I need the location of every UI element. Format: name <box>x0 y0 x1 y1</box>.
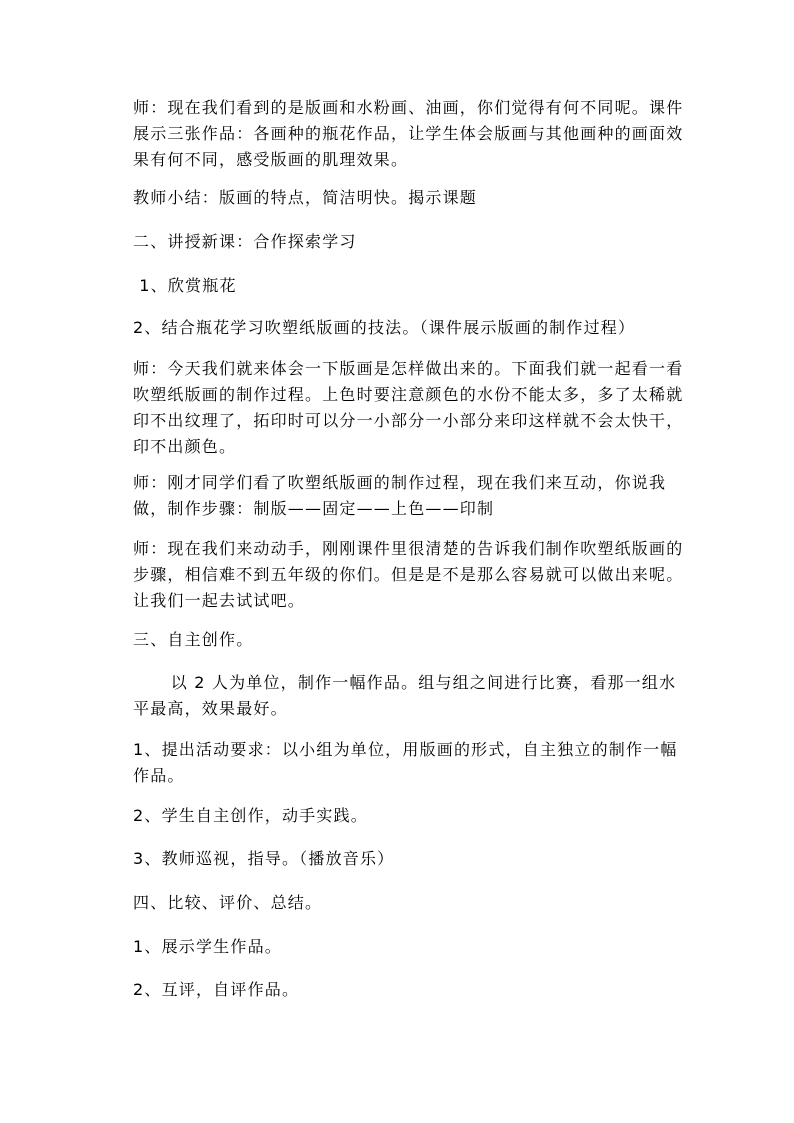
paragraph-teacher-handson: 师：现在我们来动动手，刚刚课件里很清楚的告诉我们制作吹塑纸版画的步骤，相信难不到五年级的你们。但是是不是那么容易就可以做出来呢。让我们一起去试试吧。 <box>133 539 684 610</box>
list-item-student-create: 2、学生自主创作，动手实践。 <box>133 806 368 825</box>
paragraph-teacher-process: 师：今天我们就来体会一下版画是怎样做出来的。下面我们就一起看一看吹塑纸版画的制作过程。上色时要注意颜色的水份不能太多，多了太稀就印不出纹理了，拓印时可以分一小部分一小部分来印这样就不会太快干，印不出颜色。 <box>133 359 684 456</box>
list-item-review: 2、互评，自评作品。 <box>133 980 300 999</box>
list-item-display: 1、展示学生作品。 <box>133 937 282 956</box>
list-item-requirements: 1、提出活动要求：以小组为单位，用版画的形式，自主独立的制作一幅作品。 <box>133 740 678 785</box>
paragraph-teacher-interact: 师：刚才同学们看了吹塑纸版画的制作过程，现在我们来互动，你说我做，制作步骤：制版——固定——上色——印制 <box>133 473 667 518</box>
list-item-technique: 2、结合瓶花学习吹塑纸版画的技法。（课件展示版画的制作过程） <box>133 318 636 337</box>
section-heading-creation: 三、自主创作。 <box>133 630 254 649</box>
section-heading-new-lesson: 二、讲授新课：合作探索学习 <box>133 232 357 251</box>
section-heading-evaluate: 四、比较、评价、总结。 <box>133 893 323 912</box>
paragraph-teacher-summary: 教师小结：版画的特点，简洁明快。揭示课题 <box>133 188 478 207</box>
paragraph-teacher-compare: 师：现在我们看到的是版画和水粉画、油画，你们觉得有何不同呢。课件展示三张作品：各画种的瓶花作品，让学生体会版画与其他画种的画面效果有何不同，感受版画的肌理效果。 <box>133 98 684 169</box>
list-item-teacher-guide: 3、教师巡视，指导。（播放音乐） <box>133 849 395 868</box>
list-item-appreciate: 1、欣赏瓶花 <box>133 276 237 295</box>
paragraph-group-work: 以 2 人为单位，制作一幅作品。组与组之间进行比赛，看那一组水平最高，效果最好。 <box>133 673 677 718</box>
